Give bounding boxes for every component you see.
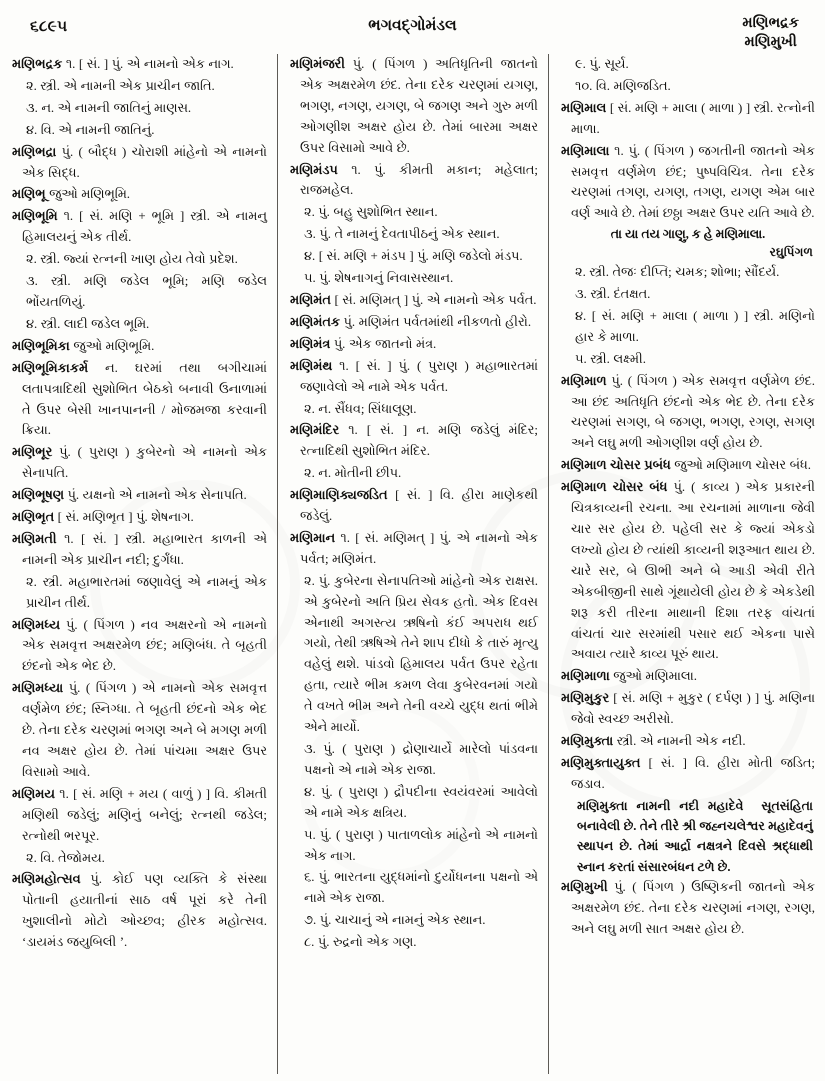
dictionary-entry: [12, 442, 267, 484]
dictionary-entry: [290, 867, 538, 909]
entry-headword: મણિમંદિર: [290, 423, 349, 438]
entry-headword: મણિમંજરી: [290, 57, 353, 71]
entry-definition: ૫. પું. શેષનાગનું નિવાસસ્થાન.: [304, 271, 454, 286]
entry-definition: જુઓ મણિમાલા.: [613, 669, 698, 684]
dictionary-entry: [12, 54, 267, 75]
entry-headword: મણિભૂર: [12, 445, 60, 460]
entry-headword: મણિમાળ: [561, 373, 612, 388]
citation-verse: તા યા તય ગાણુ, ક હે મણિમાલા.: [610, 227, 766, 242]
entry-definition: ૨. સ્ત્રી. તેજઃ દીપ્તિ; ચમક; શોભા; સૌંદર્ય.: [575, 265, 780, 280]
dictionary-entry: [290, 932, 538, 953]
entry-definition: પું. ( પિંગળ ) એક સમવૃત્ત વર્ણમેળ છંદ. આ છંદ અતિધૃતિ છંદનો એક ભેદ છે. તેના દરેક ચરણમાં સગણ, બે જગણ, ભગણ, રગણ, સગણ અને લઘુ મળી ઓગણીશ વર્ણ હોય છે.: [571, 373, 815, 451]
entry-definition: પું. ( કાવ્ય ) એક પ્રકારની ચિત્રકાવ્યની રચના. આ રચનામાં માળાના જેવી ચાર સર હોય છે. પહેલી સર કે જ્યાં એકડો લખ્યો હોય છે ત્યાંથી કાવ્યની શરૂઆત થાય છે. ચારે સર, બે ઊભી અને બે આડી એવી રીતે એકબીજીની સાથે ગૂંથાયેલી હોય છે કે એકડેથી શરૂ કરી તીરના માથાની દિશા તરફ વાંચતાં વાંચતાં ચાર સરમાંથી પસાર થઈ એકના પાસે અવાય ત્યારે કાવ્ય પૂરું થાય.: [571, 480, 815, 662]
entry-definition: ૨. ન. સૈંધવ; સિંધાલૂણ.: [304, 401, 417, 416]
entry-headword: મણિમધ્ય: [12, 617, 66, 632]
entry-definition: ૧. [ સં. મણિમત્ ] પું. એ નામનો એક પર્વત; મણિમંત.: [300, 530, 539, 566]
dictionary-entry: [12, 572, 267, 614]
dictionary-entry: [12, 848, 267, 869]
entry-definition: પું. ( પુરાણ ) કુબેરનો એ નામનો એક સેનાપતિ.: [22, 445, 267, 481]
entry-definition: પું. એક જાતનો મંત્ર.: [333, 336, 437, 351]
entry-definition: પું. મણિમંત પર્વતમાંથી નીકળતો હીરો.: [343, 314, 532, 329]
entry-definition: ૨. પું. કુબેરના સેનાપતિઓ માંહેનો એક રાક્ષસ. એ કુબેરનો અતિ પ્રિય સેવક હતો. એક દિવસ એનાથી અગસ્ત્ય ઋષિનો કંઈ અપરાધ થઈ ગયો, તેથી ઋષિએ તેને શાપ દીધો કે તારું મૃત્યુ વહેલું થશે. પાંડવો હિમાલય પર્વત ઉપર રહેતા હતા, ત્યારે ભીમ કમળ લેવા કુબેરવનમાં ગયો તે વખતે ભીમ અને તેની વચ્ચે યુદ્ધ થતાં ભીમે એને માર્યો.: [304, 573, 538, 735]
entry-definition: ૧. [ સં. મણિ + ભૂમિ ] સ્ત્રી. એ નામનુ હિમાલયનું એક તીર્થ.: [22, 209, 267, 245]
entry-headword: મણિમંત્ર: [290, 336, 334, 351]
dictionary-entry: [12, 485, 267, 506]
entry-headword: મણિમુક્તા: [561, 734, 617, 749]
dictionary-entry: [290, 202, 538, 223]
dictionary-entry: [290, 160, 538, 202]
entry-definition: ૩. ન. એ નામની જાતિનું માણસ.: [26, 100, 192, 115]
dictionary-entry: [290, 910, 538, 931]
entry-definition: ૧. [ સં. ] પું. એ નામનો એક નાગ.: [65, 57, 234, 71]
entry-definition: [ સં. ] વિ. હીરા માણેકથી જડેલું.: [300, 488, 538, 524]
dictionary-entry: [12, 98, 267, 119]
entry-definition: ૨. સ્ત્રી. મહાભારતમાં જણાવેલું એ નામનું એક પ્રાચીન તીર્થ.: [26, 574, 267, 610]
entry-headword: મણિમાળ ચોસર પ્રબંધ: [561, 458, 675, 473]
entry-definition: ૧. પું. ( પિંગળ ) જગતીની જાતનો એક સમવૃત્ત વર્ણમેળ છંદ; પુષ્પવિચિત્ર. તેના દરેક ચરણમાં તગણ, યગણ, તગણ, યગણ એમ બાર વર્ણ આવે છે. તેમાં છઠ્ઠા અક્ષર ઉપર યતિ આવે છે.: [571, 143, 815, 221]
dictionary-entry: [12, 249, 267, 270]
entry-definition: [ સં. મણિમત્ ] પું. એ નામનો એક પર્વત.: [334, 292, 537, 307]
entry-definition: જુઓ મણિભૂમિ.: [73, 338, 155, 353]
entry-definition: પું. ( બૌદ્ધ ) ચોરાશી માંહેનો એ નામનો એક સિદ્ધ.: [22, 144, 267, 180]
entry-definition: ૨. સ્ત્રી. જ્યાં રત્નની ખાણ હોય તેવો પ્રદેશ.: [26, 252, 238, 267]
entry-definition: ૪. સ્ત્રી. લાદી જડેલ ભૂમિ.: [26, 316, 150, 331]
entry-definition: ૫. સ્ત્રી. લક્ષ્મી.: [575, 351, 646, 366]
entry-definition: ૪. [ સં. મણિ + મંડપ ] પું. મણિ જડેલો મંડપ.: [304, 249, 523, 264]
dictionary-entry: [561, 753, 815, 795]
entry-headword: મણિભદ્રક: [12, 57, 66, 71]
dictionary-entry: [561, 455, 815, 476]
entry-definition: ૨. ન. મોતીની છીપ.: [304, 466, 402, 481]
entry-headword: મણિભૂ: [12, 187, 50, 202]
entry-headword: મણિભૂમિકા: [12, 338, 74, 353]
entry-definition: ૨. વિ. તેજોમય.: [26, 850, 105, 865]
entry-definition: ૫. પું. ( પુરાણ ) પાતાળલોક માંહેનો એ નામનો એક નાગ.: [304, 827, 538, 863]
column-3: [549, 54, 825, 1074]
entry-definition: ૪. વિ. એ નામની જાતિનું.: [26, 122, 155, 137]
dictionary-entry: [12, 784, 267, 847]
entry-headword: મણિમાણિક્યજડિત: [290, 488, 396, 503]
entry-definition: ૩. સ્ત્રી. દંતક્ષત.: [575, 287, 651, 301]
entry-definition: ન. ઘરમાં તથા બગીચામાં લતાપત્રાદિથી સુશોભિત બેઠકો બનાવી ઉનાળામાં તે ઉપર બેસી ખાનપાનની / મોજમજા કરવાની ક્રિયા.: [22, 360, 267, 438]
dictionary-entry: [561, 54, 815, 75]
entry-definition: ૨. પું. બહુ સુશોભિત સ્થાન.: [304, 205, 438, 220]
dictionary-entry: [12, 678, 267, 783]
entry-headword: મણિભૂમિકાકર્મ: [12, 360, 106, 375]
page-header: [0, 0, 825, 54]
dictionary-entry: [290, 739, 538, 781]
dictionary-entry: [290, 825, 538, 867]
page-number: ૬૮૯૫: [30, 18, 68, 35]
entry-headword: મણિમાલ: [561, 100, 610, 115]
entry-headword: મણિમંત: [290, 292, 335, 307]
entry-headword: મણિભૃત: [12, 510, 58, 525]
entry-definition: [ સં. મણિ + મુકુર ( દર્પણ ) ] પું. મણિના જેવો સ્વચ્છ અરીસો.: [571, 691, 815, 727]
entry-definition: પું. ( પિંગળ ) એ નામનો એક સમવૃત્ત વર્ણમેળ છંદ; સ્નિગ્ધા. તે બૃહતી છંદનો એક ભેદ છે. તેના દરેક ચરણમાં ભગણ અને બે મગણ મળી નવ અક્ષર હોય છે. તેમાં પાંચમા અક્ષર ઉપર વિસામો આવે.: [22, 681, 267, 779]
dictionary-entry: [290, 571, 538, 738]
entry-definition: [ સં. મણિભૃત ] પું. શેષનાગ.: [57, 510, 194, 525]
dictionary-entry: [561, 666, 815, 687]
dictionary-entry: [12, 358, 267, 442]
dictionary-entry: [12, 869, 267, 953]
citation-source: રઘુપિંગળ: [769, 245, 813, 260]
dictionary-entry: [290, 224, 538, 245]
entry-headword: મણિમુક્તાયુક્ત: [561, 755, 649, 770]
dictionary-entry: [12, 336, 267, 357]
dictionary-entry: [12, 271, 267, 313]
dictionary-entry: [561, 141, 815, 225]
dictionary-entry: [561, 731, 815, 752]
entry-headword: મણિમંતક: [290, 314, 344, 329]
entry-definition: ૮. પું. રુદ્રનો એક ગણ.: [304, 935, 417, 950]
entry-headword: મણિમુખી: [561, 879, 615, 894]
dictionary-entry: [561, 349, 815, 370]
entry-headword: મણિમંથ: [290, 358, 340, 373]
running-head-last: મણિમુખી: [744, 34, 797, 51]
dictionary-entry: [290, 54, 538, 159]
dictionary-entry: [561, 262, 815, 283]
citation-block: [577, 796, 815, 877]
citation-text: મણિમુક્તા નામની નદી મહાદેવે બનાવેલી છે. તેને તીરે શ્રી જહ્નચલેશ્વર મહાદેવનું સ્થાપન છે. તેમાં આર્દ્રા નક્ષત્રને દિવસે શ્રદ્ધાથી સ્નાન કરતાં સંસારબંધન ટળે છે.: [577, 798, 813, 874]
dictionary-entry: [290, 246, 538, 267]
entry-definition: ૧. પું. કીમતી મકાન; મહેલાત; રાજમહેલ.: [300, 162, 538, 198]
entry-definition: પું. કોઈ પણ વ્યક્તિ કે સંસ્થા પોતાની હયાતીનાં સાઠ વર્ષ પૂરાં કરે તેની ખુશાલીનો મોટો ઓચ્છવ; હીરક મહોત્સવ. ‘ડાયમંડ જયુબિલી ’.: [22, 872, 267, 950]
entry-definition: [ સં. ] વિ. હીરા મોતી જડિત; જડાવ.: [571, 755, 815, 791]
entry-definition: પું. ( પિંગળ ) અતિધૃતિની જાતનો એક અક્ષરમેળ છંદ. તેના દરેક ચરણમાં યગણ, ભગણ, નગણ, યગણ, બે જગણ અને ગુરુ મળી ઓગણીશ અક્ષર હોય છે. તેમાં બારમા અક્ષર ઉપર વિસામો આવે છે.: [300, 57, 538, 155]
dictionary-entry: [290, 463, 538, 484]
entry-headword: મણિમાલા: [561, 143, 615, 158]
entry-headword: મણિમતી: [12, 531, 65, 546]
entry-headword: મણિમહોત્સવ: [12, 872, 91, 887]
dictionary-entry: [290, 485, 538, 527]
entry-headword: મણિમાળ ચોસર બંધ: [561, 480, 674, 495]
entry-definition: જુઓ મણિમાળ ચોસર બંધ.: [674, 458, 811, 473]
entry-headword: મણિમય: [12, 786, 60, 801]
dictionary-entry: [561, 371, 815, 455]
entry-headword: મણિમાળા: [561, 669, 614, 684]
entry-definition: ૩. સ્ત્રી. મણિ જડેલ ભૂમિ; મણિ જડેલ ભોંયતળિયું.: [26, 274, 267, 309]
entry-definition: ૨. સ્ત્રી. એ નામની એક પ્રાચીન જાતિ.: [26, 78, 215, 93]
dictionary-entry: [561, 306, 815, 348]
entry-definition: ૭. પું. ચાચાનું એ નામનું એક સ્થાન.: [304, 913, 486, 928]
entry-headword: મણિમાન: [290, 530, 341, 545]
dictionary-entry: [290, 268, 538, 289]
dictionary-entry: [561, 98, 815, 140]
entry-headword: મણિભૂમિ: [12, 209, 64, 224]
dictionary-entry: [12, 76, 267, 97]
entry-definition: પું. ( પિંગળ ) ઉષ્ણિકની જાતનો એક અક્ષરમેળ છંદ. તેના દરેક ચરણમાં નગણ, રગણ, અને લઘુ મળી સાત અક્ષર હોય છે.: [571, 879, 816, 936]
entry-definition: ૩. પું. તે નામનું દેવતાપીઠનું એક સ્થાન.: [304, 227, 500, 242]
entry-definition: ૧. [ સં. ] પું. ( પુરાણ ) મહાભારતમાં જણાવેલો એ નામે એક પર્વત.: [300, 358, 539, 394]
dictionary-entry: [12, 507, 267, 528]
text-columns: [0, 54, 825, 1074]
column-1: [0, 54, 277, 1074]
citation-source: સૂતસંહિતા: [761, 798, 813, 813]
dictionary-entry: [12, 206, 267, 248]
dictionary-entry: [12, 615, 267, 678]
entry-definition: ૪. પું. ( પુરાણ ) દ્રૌપદીના સ્વયંવરમાં આવેલો એ નામે એક ક્ષત્રિય.: [304, 784, 538, 820]
dictionary-entry: [290, 782, 538, 824]
entry-headword: મણિમંડપ: [290, 162, 352, 177]
running-head-first: મણિભદ્રક: [742, 15, 799, 31]
entry-definition: ૯. પું. સૂર્ય.: [575, 57, 629, 71]
entry-headword: મણિભૂષણ: [12, 488, 68, 503]
dictionary-entry: [12, 142, 267, 184]
dictionary-entry: [290, 528, 538, 570]
entry-definition: ૧૦. વિ. મણિજડિત.: [575, 78, 671, 93]
dictionary-entry: [561, 688, 815, 730]
dictionary-entry: [290, 399, 538, 420]
column-2: [277, 54, 549, 1074]
dictionary-entry: [561, 284, 815, 305]
dictionary-entry: [290, 334, 538, 355]
entry-definition: ૬. પું. ભારતના યુદ્ધમાંનો દુર્યોધનના પક્ષનો એ નામે એક રાજા.: [304, 870, 538, 906]
entry-definition: ૧. [ સં. ] સ્ત્રી. મહાભારત કાળની એ નામની એક પ્રાચીન નદી; દુર્ગંધા.: [22, 531, 267, 567]
entry-headword: મણિમુકુર: [561, 691, 614, 706]
dictionary-entry: [290, 420, 538, 462]
entry-definition: ૧. [ સં. ] ન. મણિ જડેલું મંદિર; રત્નાદિથી સુશોભિત મંદિર.: [300, 423, 538, 459]
dictionary-entry: [290, 312, 538, 333]
entry-definition: જુઓ મણિભૂમિ.: [49, 187, 131, 202]
entry-definition: ૧. [ સં. મણિ + મય ( વાળું ) ] વિ. કીમતી મણિથી જડેલું; મણિનું બનેલું; રત્નથી જડેલ; રત્નોથી ભરપૂર.: [22, 786, 267, 843]
book-title: ભગવદ્ગોમંડલ: [368, 17, 457, 34]
entry-definition: ૪. [ સં. મણિ + માલા ( માળા ) ] સ્ત્રી. મણિનો હાર કે માળા.: [575, 308, 815, 344]
dictionary-entry: [12, 314, 267, 335]
dictionary-entry: [561, 76, 815, 97]
dictionary-entry: [290, 356, 538, 398]
running-heads: [742, 14, 799, 52]
entry-definition: સ્ત્રી. એ નામની એક નદી.: [616, 734, 746, 749]
entry-definition: પું. યક્ષનો એ નામનો એક સેનાપતિ.: [67, 488, 247, 503]
entry-headword: મણિમધ્યા: [12, 681, 69, 696]
entry-definition: ૩. પું. ( પુરાણ ) દ્રોણાચાર્યે મારેલો પાંડવના પક્ષનો એ નામે એક રાજા.: [304, 742, 538, 777]
dictionary-entry: [12, 120, 267, 141]
dictionary-entry: [12, 184, 267, 205]
dictionary-entry: [561, 877, 815, 940]
entry-headword: મણિભદ્રા: [12, 144, 62, 159]
dictionary-entry: [561, 477, 815, 665]
entry-definition: પું. ( પિંગળ ) નવ અક્ષરનો એ નામનો એક સમવૃત્ત અક્ષરમેળ છંદ; મણિબંધ. તે બૃહતી છંદનો એક ભેદ છે.: [22, 617, 267, 674]
dictionary-entry: [12, 529, 267, 571]
dictionary-entry: [290, 290, 538, 311]
entry-definition: [ સં. મણિ + માલા ( માળા ) ] સ્ત્રી. રત્નોની માળા.: [571, 100, 815, 136]
